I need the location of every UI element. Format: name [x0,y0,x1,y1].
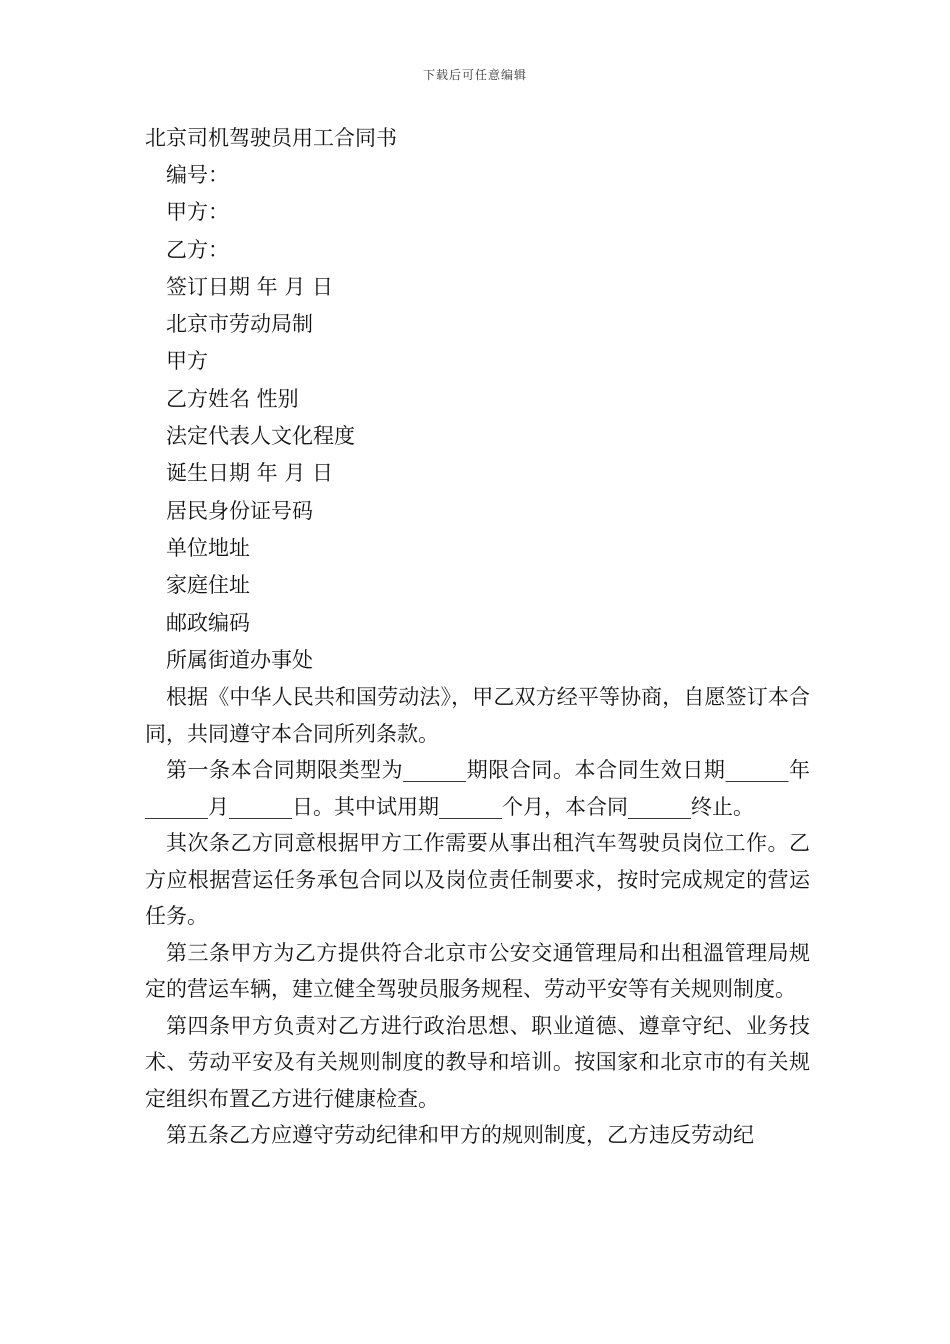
field-street-office: 所属街道办事处 [166,647,313,672]
paragraph-article-4: 第四条甲方负责对乙方进行政治思想、职业道德、遵章守纪、业务技术、劳动平安及有关规则制度的教导和培训。按国家和北京市的有关规定组织布置乙方进行健康检查。 [145,1013,810,1111]
document-body [145,120,810,1154]
document-title: 北京司机驾驶员用工合同书 [145,126,397,150]
field-home-address: 家庭住址 [166,573,250,598]
field-issuer: 北京市劳动局制 [166,312,313,337]
field-legal-rep-education: 法定代表人文化程度 [166,424,355,449]
paragraph-article-3: 第三条甲方为乙方提供符合北京市公安交通管理局和出租溫管理局规定的营运车辆，建立健全驾驶员服务规程、劳动平安等有关规则制度。 [145,940,810,1002]
field-party-b-name-gender: 乙方姓名 性别 [166,386,299,411]
field-contract-number: 编号： [166,163,229,187]
field-signing-date: 签订日期 年 月 日 [166,274,334,299]
paragraph-article-1: 第一条本合同期限类型为______期限合同。本合同生效日期______年______月______日。其中试用期______个月，本合同______终止。 [145,758,810,819]
field-id-number: 居民身份证号码 [166,498,313,523]
field-company-address: 单位地址 [166,535,250,560]
field-party-a-label: 甲方 [166,349,208,374]
field-party-b: 乙方： [166,237,229,262]
field-birth-date: 诞生日期 年 月 日 [166,461,334,486]
paragraph-article-2: 其次条乙方同意根据甲方工作需要从事出租汽车驾驶员岗位工作。乙方应根据营运任务承包合同以及岗位责任制要求，按时完成规定的营运任务。 [145,831,810,929]
field-party-a: 甲方： [166,200,229,225]
field-postal-code: 邮政编码 [166,610,250,635]
paragraph-article-5: 第五条乙方应遵守劳动纪律和甲方的规则制度，乙方违反劳动纪 [166,1123,754,1148]
paragraph-preamble: 根据《中华人民共和国劳动法》，甲乙双方经平等协商，自愿签订本合同，共同遵守本合同所列条款。 [145,685,810,746]
page-header-note: 下载后可任意编辑 [422,68,527,82]
